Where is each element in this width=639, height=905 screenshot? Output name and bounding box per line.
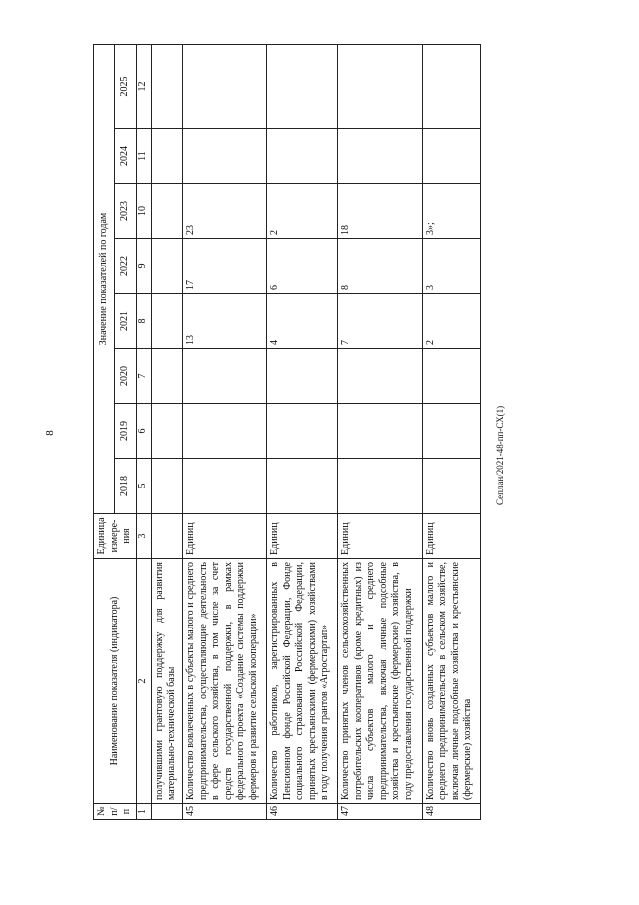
header-year: 2018 bbox=[115, 459, 136, 514]
row-unit: Единиц bbox=[183, 514, 267, 559]
index-cell: 8 bbox=[136, 294, 151, 349]
header-year: 2025 bbox=[115, 45, 136, 129]
row-unit: Единиц bbox=[338, 514, 422, 559]
row-name: получившими грантовую поддержку для развития материально-технической базы bbox=[151, 559, 183, 804]
indicator-table bbox=[93, 44, 481, 820]
page-number: 8 bbox=[44, 430, 56, 436]
row-value: 3»; bbox=[422, 184, 480, 239]
row-value bbox=[267, 349, 338, 404]
row-value bbox=[422, 45, 480, 129]
indicator-table-wrapper bbox=[93, 45, 473, 820]
row-value bbox=[267, 129, 338, 184]
header-num: № п/ п bbox=[94, 804, 137, 820]
header-year: 2024 bbox=[115, 129, 136, 184]
header-year: 2020 bbox=[115, 349, 136, 404]
row-value bbox=[151, 404, 183, 459]
row-value: 6 bbox=[267, 239, 338, 294]
row-value bbox=[151, 129, 183, 184]
row-value: 7 bbox=[338, 294, 422, 349]
table-row bbox=[267, 45, 338, 820]
table-row bbox=[338, 45, 422, 820]
row-value: 4 bbox=[267, 294, 338, 349]
header-name: Наименование показателя (индикатора) bbox=[94, 559, 137, 804]
row-value bbox=[422, 459, 480, 514]
row-value bbox=[183, 459, 267, 514]
row-name: Количество работников, зарегистрированных в Пенсионном фонде Российской Федерации, Фонде социального страхования Российской Федерации, принятых крестьянскими (фермерскими) хозяйствами в году получения грантов «Агростартап» bbox=[267, 559, 338, 804]
row-num bbox=[151, 804, 183, 820]
row-value bbox=[338, 349, 422, 404]
index-cell: 3 bbox=[136, 514, 151, 559]
row-value bbox=[151, 184, 183, 239]
header-unit: Единица измере- ния bbox=[94, 514, 137, 559]
row-num: 45 bbox=[183, 804, 267, 820]
index-cell: 7 bbox=[136, 349, 151, 404]
table-row bbox=[151, 45, 183, 820]
row-value bbox=[151, 459, 183, 514]
header-year: 2023 bbox=[115, 184, 136, 239]
index-cell: 2 bbox=[136, 559, 151, 804]
row-unit: Единиц bbox=[422, 514, 480, 559]
row-name: Количество принятых членов сельскохозяйственных потребительских кооперативов (кроме кредитных) из числа субъектов малого и среднего предпринимательства, включая личные подсобные хозяйства и крестьянские (фермерские) хозяйства, в году предоставления государственной поддержки bbox=[338, 559, 422, 804]
row-value: 13 bbox=[183, 294, 267, 349]
row-num: 47 bbox=[338, 804, 422, 820]
row-value bbox=[338, 404, 422, 459]
row-value: 2 bbox=[422, 294, 480, 349]
row-value bbox=[267, 459, 338, 514]
row-value bbox=[422, 129, 480, 184]
header-year: 2022 bbox=[115, 239, 136, 294]
index-cell: 11 bbox=[136, 129, 151, 184]
index-row bbox=[136, 45, 151, 820]
row-unit: Единиц bbox=[267, 514, 338, 559]
index-cell: 12 bbox=[136, 45, 151, 129]
index-cell: 10 bbox=[136, 184, 151, 239]
row-value bbox=[183, 349, 267, 404]
row-value bbox=[183, 404, 267, 459]
row-value bbox=[338, 129, 422, 184]
row-name: Количество вновь созданных субъектов малого и среднего предпринимательства в сельском хозяйстве, включая личные подсобные хозяйства и крестьянские (фермерские) хозяйства bbox=[422, 559, 480, 804]
header-row-1 bbox=[94, 45, 115, 820]
index-cell: 9 bbox=[136, 239, 151, 294]
row-value: 2 bbox=[267, 184, 338, 239]
row-num: 46 bbox=[267, 804, 338, 820]
header-group: Значение показателей по годам bbox=[94, 45, 115, 514]
row-value bbox=[151, 239, 183, 294]
row-value: 8 bbox=[338, 239, 422, 294]
row-unit bbox=[151, 514, 183, 559]
row-value bbox=[422, 404, 480, 459]
row-value: 17 bbox=[183, 239, 267, 294]
index-cell: 6 bbox=[136, 404, 151, 459]
index-cell: 1 bbox=[136, 804, 151, 820]
row-value: 18 bbox=[338, 184, 422, 239]
index-cell: 5 bbox=[136, 459, 151, 514]
row-value bbox=[151, 294, 183, 349]
row-value bbox=[267, 404, 338, 459]
row-value bbox=[151, 45, 183, 129]
row-name: Количество вовлеченных в субъекты малого и среднего предпринимательства, осуществляющие деятельность в сфере сельского хозяйства, в том числе за счет средств государственной поддержки, в рамках федерального проекта «Создание системы поддержки фермеров и развитие сельской кооперации» bbox=[183, 559, 267, 804]
row-value: 23 bbox=[183, 184, 267, 239]
table-row bbox=[183, 45, 267, 820]
row-value: 3 bbox=[422, 239, 480, 294]
header-year: 2019 bbox=[115, 404, 136, 459]
header-year: 2021 bbox=[115, 294, 136, 349]
row-num: 48 bbox=[422, 804, 480, 820]
row-value bbox=[338, 459, 422, 514]
document-code: Сеплан/2021-48-пп-СХ(1) bbox=[495, 405, 505, 505]
row-value bbox=[183, 129, 267, 184]
row-value bbox=[151, 349, 183, 404]
table-row bbox=[422, 45, 480, 820]
row-value bbox=[338, 45, 422, 129]
row-value bbox=[422, 349, 480, 404]
row-value bbox=[267, 45, 338, 129]
row-value bbox=[183, 45, 267, 129]
